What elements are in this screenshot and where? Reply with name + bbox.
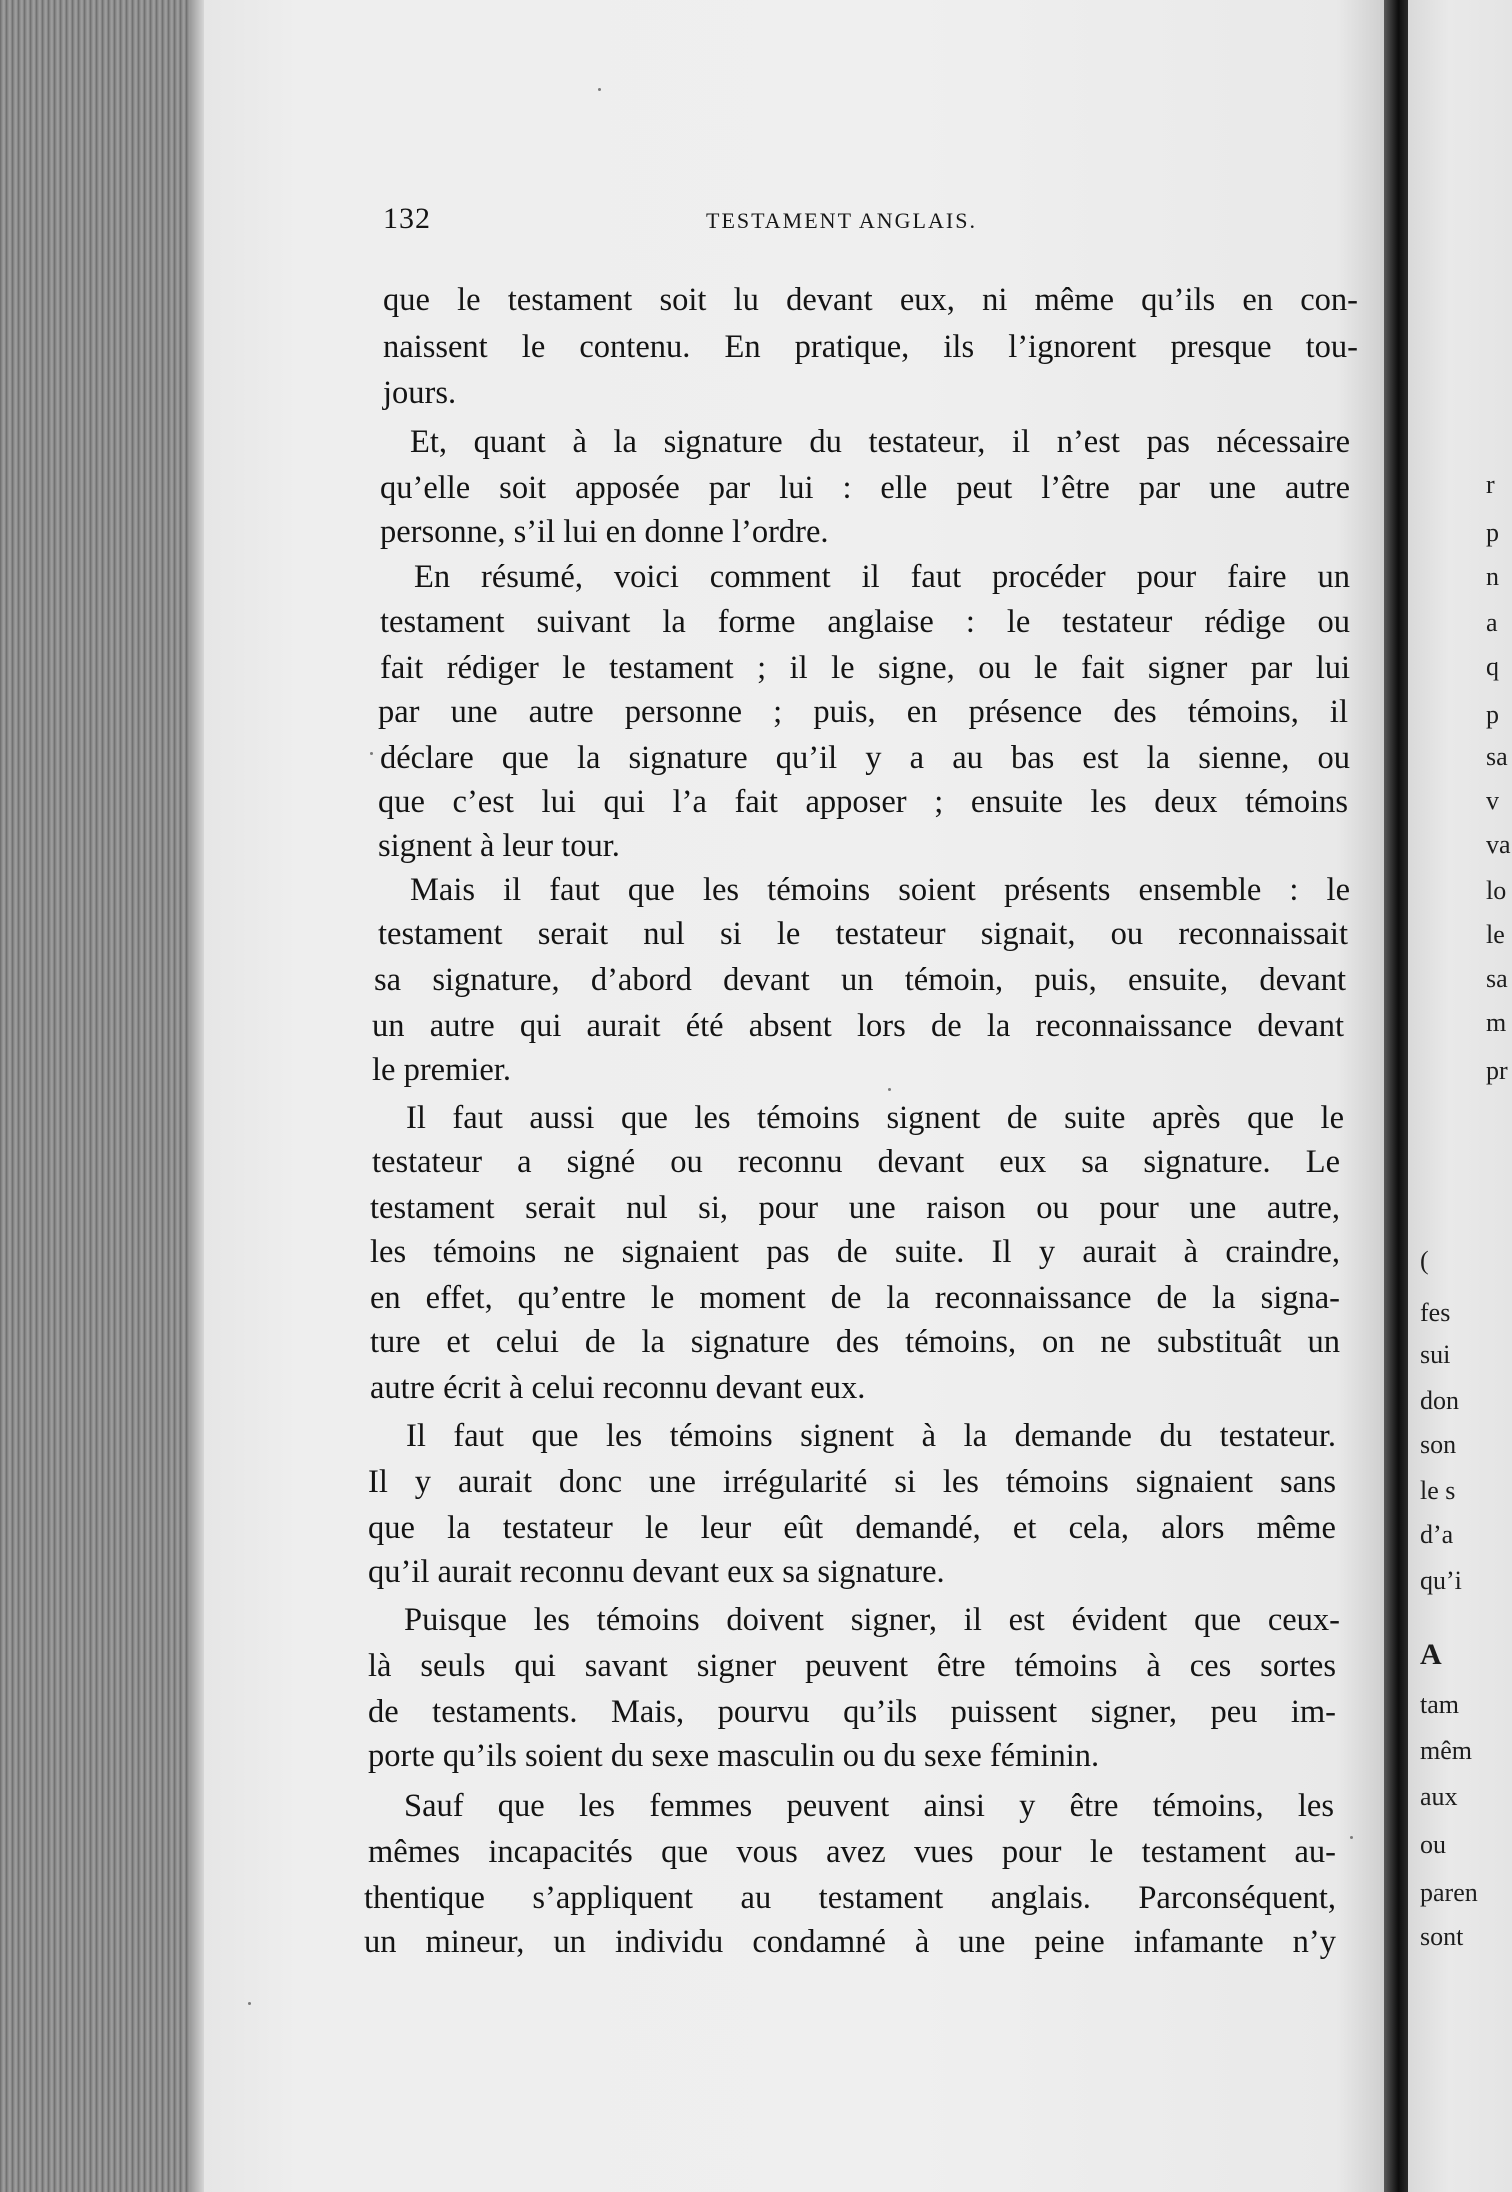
facing-page-fragment: lo [1486, 876, 1507, 905]
facing-page-fragment: fes [1420, 1298, 1451, 1327]
facing-page-fragment: pr [1486, 1056, 1508, 1085]
text-line: les témoins ne signaient pas de suite. Il y aurait à craindre, [370, 1234, 1340, 1270]
text-line: que c’est lui qui l’a fait apposer ; ensuite les deux témoins [378, 784, 1348, 820]
text-line: testament serait nul si, pour une raison ou pour une autre, [370, 1190, 1340, 1226]
facing-page-fragment: sa [1486, 742, 1508, 771]
text-line: thentique s’appliquent au testament anglais. Parconséquent, [364, 1880, 1336, 1916]
text-line: fait rédiger le testament ; il le signe, ou le fait signer par lui [380, 650, 1350, 686]
text-line: naissent le contenu. En pratique, ils l’ignorent presque tou- [383, 329, 1358, 365]
facing-page-fragment: qu’i [1420, 1566, 1462, 1595]
running-head: TESTAMENT ANGLAIS. [706, 208, 977, 233]
text-line: le premier. [372, 1052, 511, 1088]
text-line: en effet, qu’entre le moment de la reconnaissance de la signa- [370, 1280, 1340, 1316]
text-line: En résumé, voici comment il faut procéder pour faire un [414, 559, 1350, 595]
text-line: que la testateur le leur eût demandé, et cela, alors même [368, 1510, 1336, 1546]
text-line: signent à leur tour. [378, 828, 620, 864]
text-line: Et, quant à la signature du testateur, il n’est pas nécessaire [410, 424, 1350, 460]
text-line: personne, s’il lui en donne l’ordre. [380, 514, 829, 550]
text-line: sa signature, d’abord devant un témoin, puis, ensuite, devant [374, 962, 1346, 998]
text-line: un mineur, un individu condamné à une peine infamante n’y [364, 1924, 1336, 1960]
text-line: porte qu’ils soient du sexe masculin ou du sexe féminin. [368, 1738, 1100, 1774]
text-line: testateur a signé ou reconnu devant eux sa signature. Le [372, 1144, 1340, 1180]
facing-page-fragment: A [1420, 1638, 1442, 1671]
facing-page-fragment: tam [1420, 1690, 1459, 1719]
facing-page-fragment: r [1486, 470, 1495, 499]
facing-page-fragment: le s [1420, 1476, 1456, 1505]
text-line: par une autre personne ; puis, en présence des témoins, il [378, 694, 1348, 730]
page-number: 132 [383, 202, 431, 235]
facing-page-fragment: va [1486, 830, 1511, 859]
facing-page-fragment: d’a [1420, 1520, 1454, 1549]
dust-speck [598, 88, 601, 91]
text-line: qu’il aurait reconnu devant eux sa signature. [368, 1554, 945, 1590]
text-line: jours. [383, 375, 457, 411]
book-page-edges [0, 0, 190, 2192]
facing-page [1408, 0, 1512, 2192]
facing-page-fragment: ( [1420, 1246, 1429, 1275]
text-line: testament suivant la forme anglaise : le testateur rédige ou [380, 604, 1350, 640]
facing-page-fragment: n [1486, 562, 1499, 591]
text-line: Sauf que les femmes peuvent ainsi y être témoins, les [404, 1788, 1334, 1824]
facing-page-fragment: ou [1420, 1830, 1446, 1859]
facing-page-fragment: paren [1420, 1878, 1478, 1907]
facing-page-fragment: sont [1420, 1922, 1464, 1951]
dust-speck [1350, 1836, 1353, 1839]
text-line: qu’elle soit apposée par lui : elle peut l’être par une autre [380, 470, 1350, 506]
text-line: de testaments. Mais, pourvu qu’ils puissent signer, peu im- [368, 1694, 1336, 1730]
dust-speck [370, 752, 373, 755]
facing-page-fragment: m [1486, 1008, 1507, 1037]
facing-page-fragment: son [1420, 1430, 1457, 1459]
facing-page-fragment: p [1486, 700, 1499, 729]
text-line: Puisque les témoins doivent signer, il est évident que ceux- [404, 1602, 1340, 1638]
facing-page-fragment: mêm [1420, 1736, 1472, 1765]
facing-page-fragment: don [1420, 1386, 1459, 1415]
text-line: Il faut aussi que les témoins signent de suite après que le [406, 1100, 1344, 1136]
text-line: là seuls qui savant signer peuvent être témoins à ces sortes [368, 1648, 1336, 1684]
text-line: un autre qui aurait été absent lors de la reconnaissance devant [372, 1008, 1344, 1044]
text-line: mêmes incapacités que vous avez vues pour le testament au- [368, 1834, 1336, 1870]
facing-page-fragment: sa [1486, 964, 1508, 993]
facing-page-fragment: le [1486, 920, 1505, 949]
text-line: testament serait nul si le testateur signait, ou reconnaissait [378, 916, 1348, 952]
book-gutter [1384, 0, 1408, 2192]
facing-page-fragment: p [1486, 518, 1499, 547]
dust-speck [248, 2002, 251, 2005]
text-line: Il y aurait donc une irrégularité si les témoins signaient sans [368, 1464, 1336, 1500]
facing-page-fragment: sui [1420, 1340, 1451, 1369]
facing-page-fragment: v [1486, 786, 1499, 815]
text-line: que le testament soit lu devant eux, ni même qu’ils en con- [383, 282, 1358, 318]
dust-speck [888, 1088, 891, 1091]
text-line: Il faut que les témoins signent à la demande du testateur. [406, 1418, 1336, 1454]
text-line: autre écrit à celui reconnu devant eux. [370, 1370, 866, 1406]
text-line: déclare que la signature qu’il y a au bas est la sienne, ou [380, 740, 1350, 776]
facing-page-fragment: q [1486, 652, 1499, 681]
text-line: Mais il faut que les témoins soient présents ensemble : le [410, 872, 1350, 908]
facing-page-fragment: a [1486, 608, 1498, 637]
text-line: ture et celui de la signature des témoins, on ne substituât un [370, 1324, 1340, 1360]
facing-page-fragment: aux [1420, 1782, 1458, 1811]
